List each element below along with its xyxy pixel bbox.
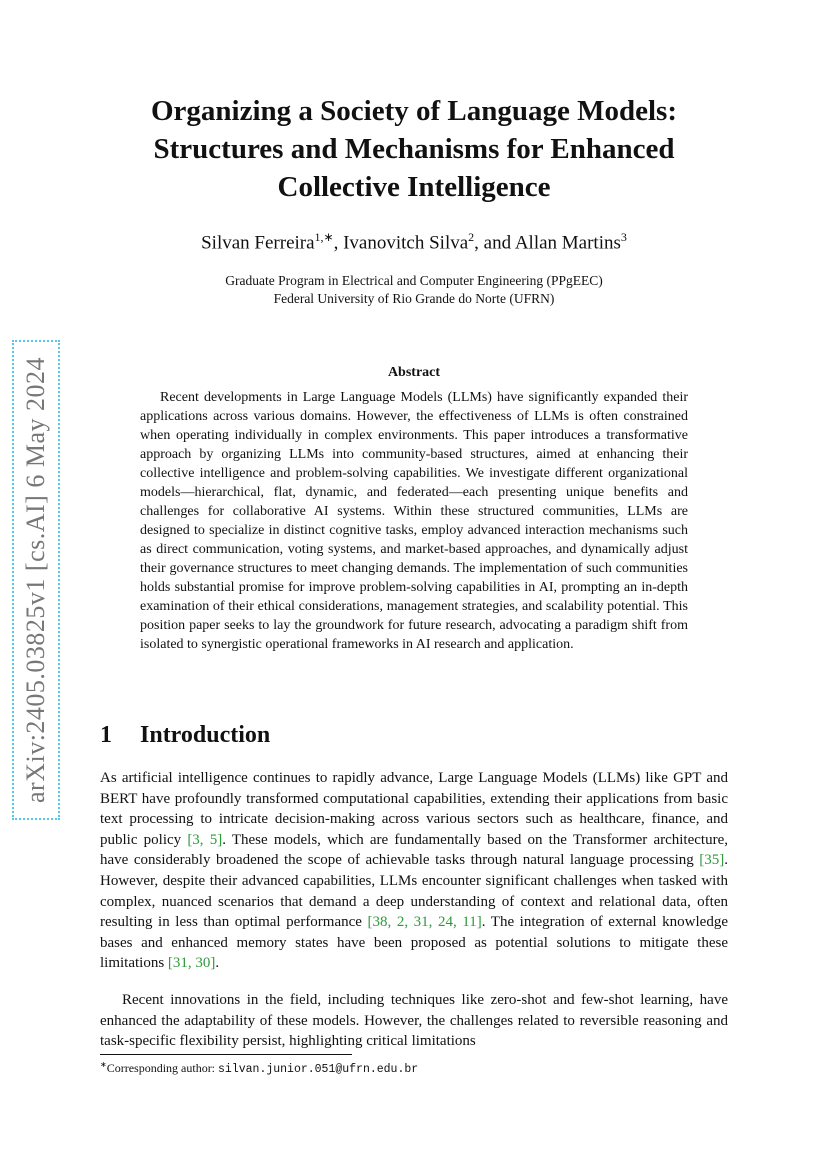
- abstract-heading: Abstract: [387, 365, 441, 380]
- para1-text-5: .: [215, 955, 220, 972]
- citation-link[interactable]: [35]: [699, 852, 725, 869]
- author-list: Silvan Ferreira$^{1,∗}$, Ivanovitch Silva$^2$, and Allan Martins$^3$: [201, 230, 627, 254]
- citation-link[interactable]: [31, 30]: [167, 955, 216, 972]
- footnote-rule: [100, 1054, 352, 1055]
- arxiv-identifier-text: arXiv:2405.03825v1 [cs.AI] 6 May 2024: [21, 357, 50, 803]
- affiliation-line-2: Federal University of Rio Grande do Norte (UFRN): [273, 291, 555, 306]
- intro-paragraph-2: Recent innovations in the field, including techniques like zero-shot and few-shot learning, have enhanced the adaptability of these models. However, the challenges related to reversible reasoning and task-specific flexibility persist, highlighting critical limitations: [100, 992, 728, 1050]
- author-1-affiliation-mark: 1,∗: [314, 230, 334, 244]
- author-3-affiliation-mark: 3: [620, 230, 627, 244]
- title-line-3: Collective Intelligence: [277, 171, 551, 203]
- para1-text-3: . However, despite their advanced capabilities, LLMs encounter significant challenges when tasked with complex, nuanced scenarios that demand a deep understanding of context and relational data, often resulting in less than optimal performance: [100, 852, 728, 931]
- paper-title: [100, 92, 728, 206]
- para1-text-4: . The integration of external knowledge bases and enhanced memory states have been proposed as potential solutions to mitigate these limitations: [100, 914, 728, 972]
- author-email[interactable]: silvan.junior.051@ufrn.edu.br: [218, 1063, 419, 1076]
- author-3: Allan Martins: [514, 232, 621, 254]
- affiliation: [100, 272, 728, 308]
- title-line-1: Organizing a Society of Language Models:: [150, 95, 677, 127]
- author-separator: , and: [474, 232, 515, 254]
- citation-link[interactable]: [38, 2, 31, 24, 11]: [367, 914, 482, 931]
- section-heading: [100, 722, 270, 749]
- intro-paragraph-1: [100, 768, 728, 974]
- author-1: Silvan Ferreira: [201, 232, 315, 254]
- section-title: Introduction: [140, 722, 271, 748]
- abstract-text: Recent developments in Large Language Models (LLMs) have significantly expanded their applications across various domains. However, the effectiveness of LLMs is often constrained when operating individually in complex environments. This paper introduces a transformative approach by organizing LLMs into community-based structures, aimed at enhancing their collective intelligence and problem-solving capabilities. We investigate different organizational models—hierarchical, flat, dynamic, and federated—each presenting unique benefits and challenges for collaborative AI systems. Within these structured communities, LLMs are designed to specialize in distinct cognitive tasks, employ advanced interaction mechanisms such as direct communication, voting systems, and market-based approaches, and dynamically adjust their governance structures to meet changing demands. The implementation of such communities holds substantial promise for improve problem-solving capabilities in AI, prompting an in-depth examination of their ethical considerations, management strategies, and scalability potential. This position paper seeks to lay the groundwork for future research, advocating a paradigm shift from isolated to synergistic operational frameworks in AI research and application.: [140, 390, 688, 652]
- author-2: Ivanovitch Silva: [343, 232, 469, 254]
- title-line-2: Structures and Mechanisms for Enhanced: [153, 133, 675, 165]
- author-2-affiliation-mark: 2: [468, 230, 475, 244]
- footnote-label: Corresponding author:: [106, 1061, 219, 1075]
- footnote-mark: ∗: [100, 1060, 107, 1069]
- section-number: 1: [100, 722, 112, 748]
- citation-link[interactable]: [3, 5]: [187, 831, 223, 848]
- para1-text-2: . These models, which are fundamentally based on the Transformer architecture, have considerably broadened the scope of achievable tasks through natural language processing: [100, 831, 728, 869]
- footnote: [100, 1060, 418, 1076]
- para1-text-1: As artificial intelligence continues to rapidly advance, Large Language Models (LLMs) like GPT and BERT have profoundly transformed computational capabilities, extending their applications from basic text processing to intricate decision-making across various sectors such as healthcare, finance, and public policy: [100, 770, 728, 848]
- affiliation-line-1: Graduate Program in Electrical and Computer Engineering (PPgEEC): [225, 273, 603, 288]
- arxiv-identifier-stamp[interactable]: [12, 340, 60, 820]
